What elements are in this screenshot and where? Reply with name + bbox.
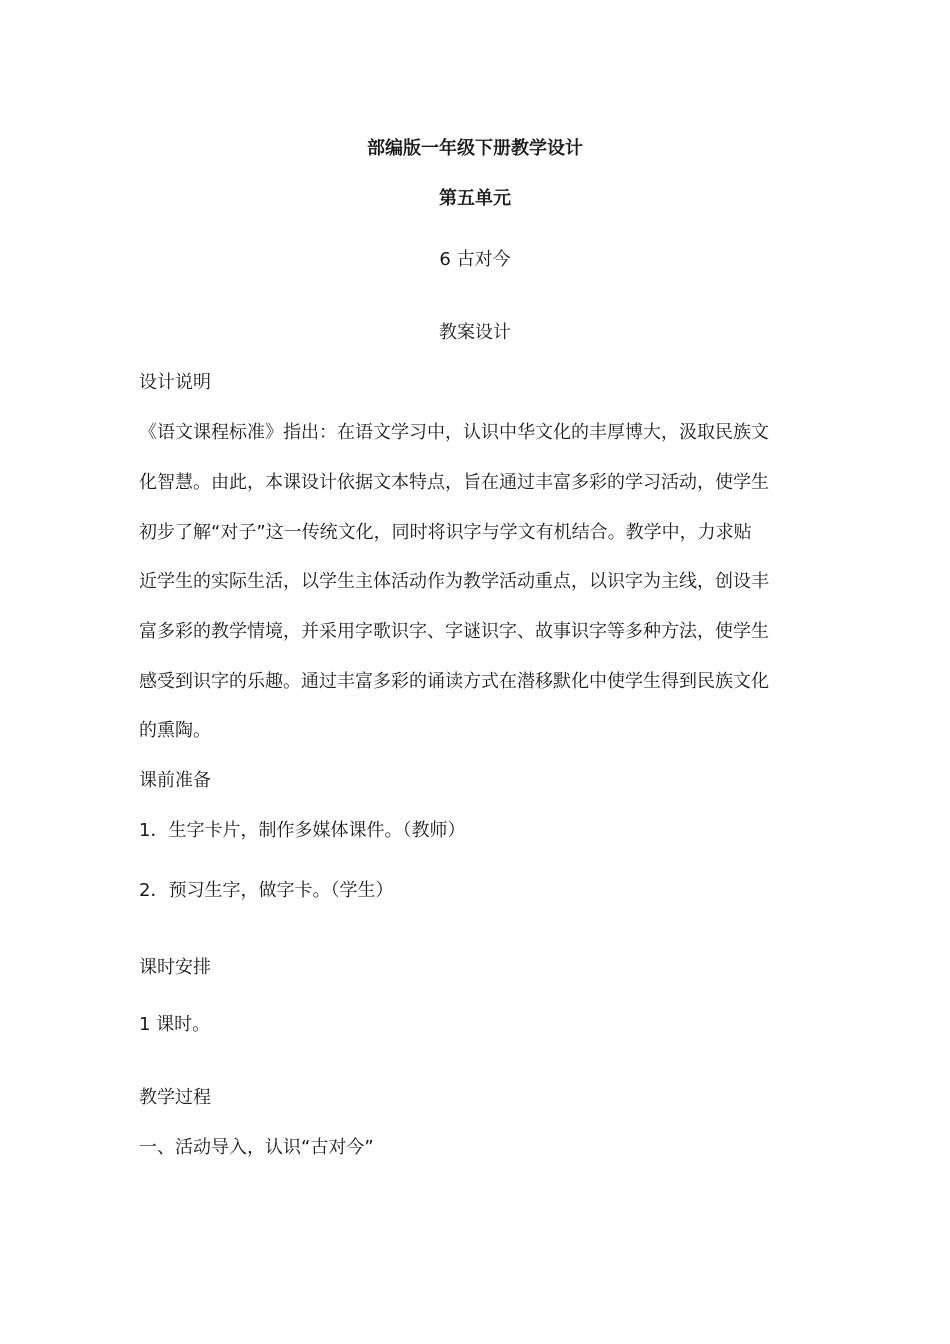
design-note-line: 感受到识字的乐趣。通过丰富多彩的诵读方式在潜移默化中使学生得到民族文化 <box>139 671 769 692</box>
design-note-line: 初步了解“对子”这一传统文化，同时将识字与学文有机结合。教学中，力求贴 <box>139 522 752 543</box>
preparation-item: 2．预习生字，做字卡。（学生） <box>139 880 394 901</box>
design-note-line: 近学生的实际生活，以学生主体活动作为教学活动重点，以识字为主线，创设丰 <box>139 571 769 592</box>
unit-title: 第五单元 <box>439 188 511 209</box>
section-title: 教案设计 <box>439 322 511 343</box>
design-note-line: 《语文课程标准》指出：在语文学习中，认识中华文化的丰厚博大，汲取民族文 <box>139 422 769 443</box>
process-step: 一、活动导入，认识“古对今” <box>139 1137 374 1158</box>
process-heading: 教学过程 <box>139 1087 211 1108</box>
preparation-heading: 课前准备 <box>139 770 211 791</box>
design-note-line: 化智慧。由此，本课设计依据文本特点，旨在通过丰富多彩的学习活动，使学生 <box>139 472 769 493</box>
preparation-item: 1．生字卡片，制作多媒体课件。（教师） <box>139 820 466 841</box>
document-title: 部编版一年级下册教学设计 <box>367 138 583 159</box>
design-note-line: 富多彩的教学情境，并采用字歌识字、字谜识字、故事识字等多种方法，使学生 <box>139 621 769 642</box>
lesson-title: 6 古对今 <box>439 249 511 270</box>
schedule-value: 1 课时。 <box>139 1014 211 1035</box>
schedule-heading: 课时安排 <box>139 957 211 978</box>
design-note-heading: 设计说明 <box>139 372 211 393</box>
design-note-line: 的熏陶。 <box>139 720 211 741</box>
